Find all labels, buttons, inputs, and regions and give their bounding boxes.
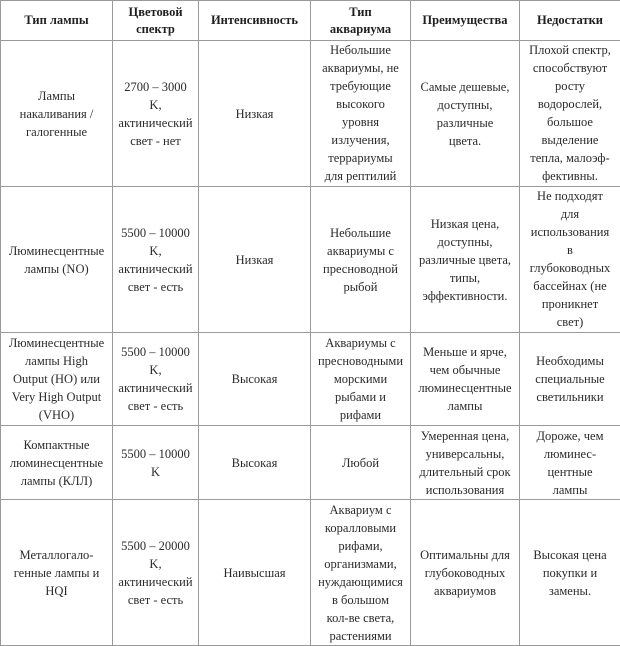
header-lamp-type: Тип лампы — [1, 1, 113, 41]
cell-disadvantages: Необходимы специальные светильники — [520, 333, 620, 426]
header-advantages: Преимущества — [411, 1, 520, 41]
cell-lamp-type: Металлогало- генные лампы и HQI — [1, 500, 113, 646]
cell-intensity: Высокая — [199, 426, 311, 500]
cell-color-spectrum: 5500 – 20000 K, актинический свет - есть — [113, 500, 199, 646]
cell-color-spectrum: 2700 – 3000 K, актинический свет - нет — [113, 41, 199, 187]
cell-advantages: Умеренная цена, универсальны, длительный срок использования — [411, 426, 520, 500]
cell-disadvantages: Дороже, чем люминес- центные лампы — [520, 426, 620, 500]
cell-intensity: Низкая — [199, 41, 311, 187]
table-row — [1, 41, 620, 187]
cell-color-spectrum: 5500 – 10000 K, актинический свет - есть — [113, 333, 199, 426]
table-row — [1, 187, 620, 333]
cell-disadvantages: Плохой спектр, способствуют росту водорослей, большое выделение тепла, малоэф- фективны. — [520, 41, 620, 187]
cell-lamp-type: Компактные люминесцентные лампы (КЛЛ) — [1, 426, 113, 500]
table-row — [1, 426, 620, 500]
cell-disadvantages: Не подходят для использования в глубоководных бассейнах (не проникнет свет) — [520, 187, 620, 333]
cell-advantages: Меньше и ярче, чем обычные люминесцентные лампы — [411, 333, 520, 426]
cell-lamp-type: Люминесцентные лампы High Output (HO) или Very High Output (VHO) — [1, 333, 113, 426]
header-aquarium-type: Тип аквариума — [311, 1, 411, 41]
header-color-spectrum: Цветовой спектр — [113, 1, 199, 41]
cell-color-spectrum: 5500 – 10000 K, актинический свет - есть — [113, 187, 199, 333]
table-row — [1, 333, 620, 426]
cell-aquarium-type: Аквариумы с пресноводными морскими рыбами и рифами — [311, 333, 411, 426]
header-row — [1, 1, 620, 41]
cell-aquarium-type: Небольшие аквариумы с пресноводной рыбой — [311, 187, 411, 333]
cell-lamp-type: Люминесцентные лампы (NO) — [1, 187, 113, 333]
cell-aquarium-type: Небольшие аквариумы, не требующие высокого уровня излучения, террариумы для рептилий — [311, 41, 411, 187]
cell-intensity: Наивысшая — [199, 500, 311, 646]
cell-advantages: Оптимальны для глубоководных аквариумов — [411, 500, 520, 646]
cell-advantages: Низкая цена, доступны, различные цвета, типы, эффективности. — [411, 187, 520, 333]
header-intensity: Интенсивность — [199, 1, 311, 41]
cell-advantages: Самые дешевые, доступны, различные цвета. — [411, 41, 520, 187]
table-row — [1, 500, 620, 646]
header-disadvantages: Недостатки — [520, 1, 620, 41]
cell-disadvantages: Высокая цена покупки и замены. — [520, 500, 620, 646]
cell-aquarium-type: Аквариум с коралловыми рифами, организмами, нуждающимися в большом кол-ве света, растениями — [311, 500, 411, 646]
cell-aquarium-type: Любой — [311, 426, 411, 500]
cell-intensity: Высокая — [199, 333, 311, 426]
cell-color-spectrum: 5500 – 10000 K — [113, 426, 199, 500]
cell-intensity: Низкая — [199, 187, 311, 333]
cell-lamp-type: Лампы накаливания / галогенные — [1, 41, 113, 187]
